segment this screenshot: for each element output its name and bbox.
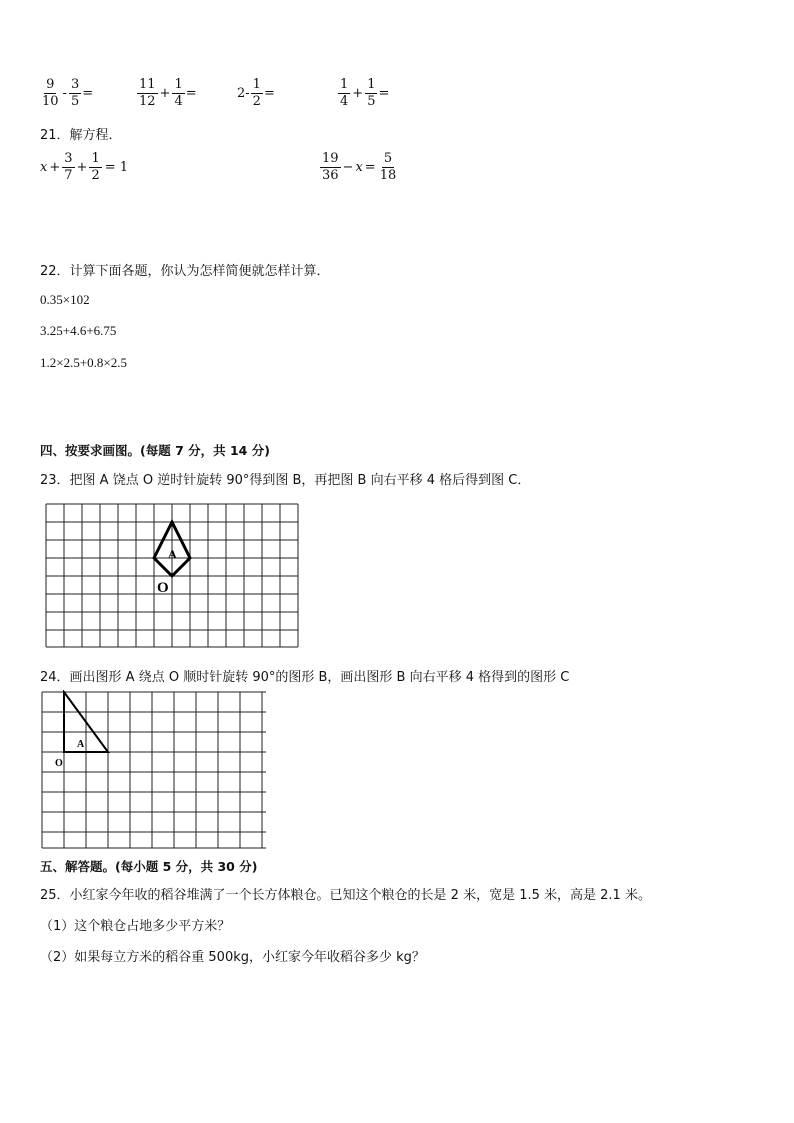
fraction-expression-4 [338, 78, 389, 108]
denominator: 12 [139, 93, 156, 109]
equals-sign: = [378, 85, 390, 101]
fraction-expression-2 [137, 78, 197, 108]
denominator: 2 [91, 167, 100, 183]
calc-item-2: 3.25+4.6+6.75 [40, 323, 117, 338]
question-24-grid [40, 690, 268, 850]
denominator: 5 [367, 93, 376, 109]
point-o-label: O [55, 758, 63, 769]
question-25-text: 25．小红家今年收的稻谷堆满了一个长方体粮仓。已知这个粮仓的长是 2 米，宽是 1.5 米，高是 2.1 米。 [40, 888, 651, 903]
numerator: 19 [322, 151, 339, 166]
equals-sign: = [364, 159, 376, 175]
numerator: 1 [340, 77, 349, 92]
numerator: 3 [70, 77, 80, 92]
numerator: 1 [174, 77, 183, 92]
numerator: 3 [64, 151, 73, 166]
fraction [89, 152, 101, 182]
calc-item-3: 1.2×2.5+0.8×2.5 [40, 355, 127, 370]
denominator: 36 [322, 167, 339, 183]
equals-sign: = [185, 85, 197, 101]
operator: + [352, 85, 364, 101]
denominator: 7 [64, 167, 73, 183]
fraction [137, 78, 158, 108]
fraction [172, 78, 184, 108]
point-o-label: O [157, 580, 169, 596]
denominator: 4 [340, 93, 349, 109]
section-5-title: 五、解答题。(每小题 5 分，共 30 分) [40, 859, 258, 874]
fraction [365, 78, 377, 108]
equals-sign: = [263, 85, 275, 101]
shape-a-label: A [168, 547, 177, 561]
fraction-expression-1 [40, 78, 93, 108]
question-23-grid [44, 502, 301, 649]
shape-a-label: A [77, 739, 85, 750]
whole-number-minus: 2- [237, 85, 250, 101]
numerator: 1 [367, 77, 376, 92]
denominator: 10 [42, 93, 59, 109]
numerator: 11 [139, 77, 156, 92]
operator: + [159, 85, 171, 101]
numerator: 5 [383, 151, 393, 166]
denominator: 18 [379, 167, 397, 183]
fraction-expression-3 [237, 78, 275, 108]
equation-2 [320, 152, 398, 182]
right-hand-side: = 1 [104, 159, 129, 175]
equation-1 [40, 152, 128, 182]
question-24-text: 24．画出图形 A 绕点 O 顺时针旋转 90°的图形 B，画出图形 B 向右平移 4 格得到的图形 C [40, 670, 570, 685]
operator: - [62, 85, 67, 101]
question-21-title: 21．解方程． [40, 128, 122, 143]
fraction [62, 152, 74, 182]
operator: − [342, 159, 354, 175]
numerator: 9 [46, 77, 55, 92]
denominator: 2 [252, 93, 261, 109]
section-4-title: 四、按要求画图。(每题 7 分，共 14 分) [40, 443, 270, 458]
question-22-title: 22．计算下面各题，你认为怎样简便就怎样计算． [40, 264, 330, 279]
fraction [378, 152, 399, 182]
denominator: 4 [174, 93, 183, 109]
variable-x: x [355, 159, 363, 175]
fraction [320, 152, 341, 182]
grid-lines [42, 692, 266, 848]
denominator: 5 [70, 93, 80, 109]
numerator: 1 [252, 77, 261, 92]
operator: + [49, 159, 61, 175]
calc-item-1: 0.35×102 [40, 292, 90, 307]
fraction [251, 78, 263, 108]
question-25-sub-2: （2）如果每立方米的稻谷重 500kg，小红家今年收稻谷多少 kg？ [40, 950, 425, 965]
fraction [338, 78, 350, 108]
question-23-text: 23．把图 A 饶点 O 逆时针旋转 90°得到图 B，再把图 B 向右平移 4 格后得到图 C． [40, 473, 531, 488]
equals-sign: = [82, 85, 94, 101]
variable-x: x [40, 159, 48, 175]
fraction [40, 78, 61, 108]
operator: + [76, 159, 88, 175]
fraction [69, 78, 81, 108]
question-25-sub-1: （1）这个粮仓占地多少平方米？ [40, 919, 231, 934]
numerator: 1 [91, 151, 100, 166]
